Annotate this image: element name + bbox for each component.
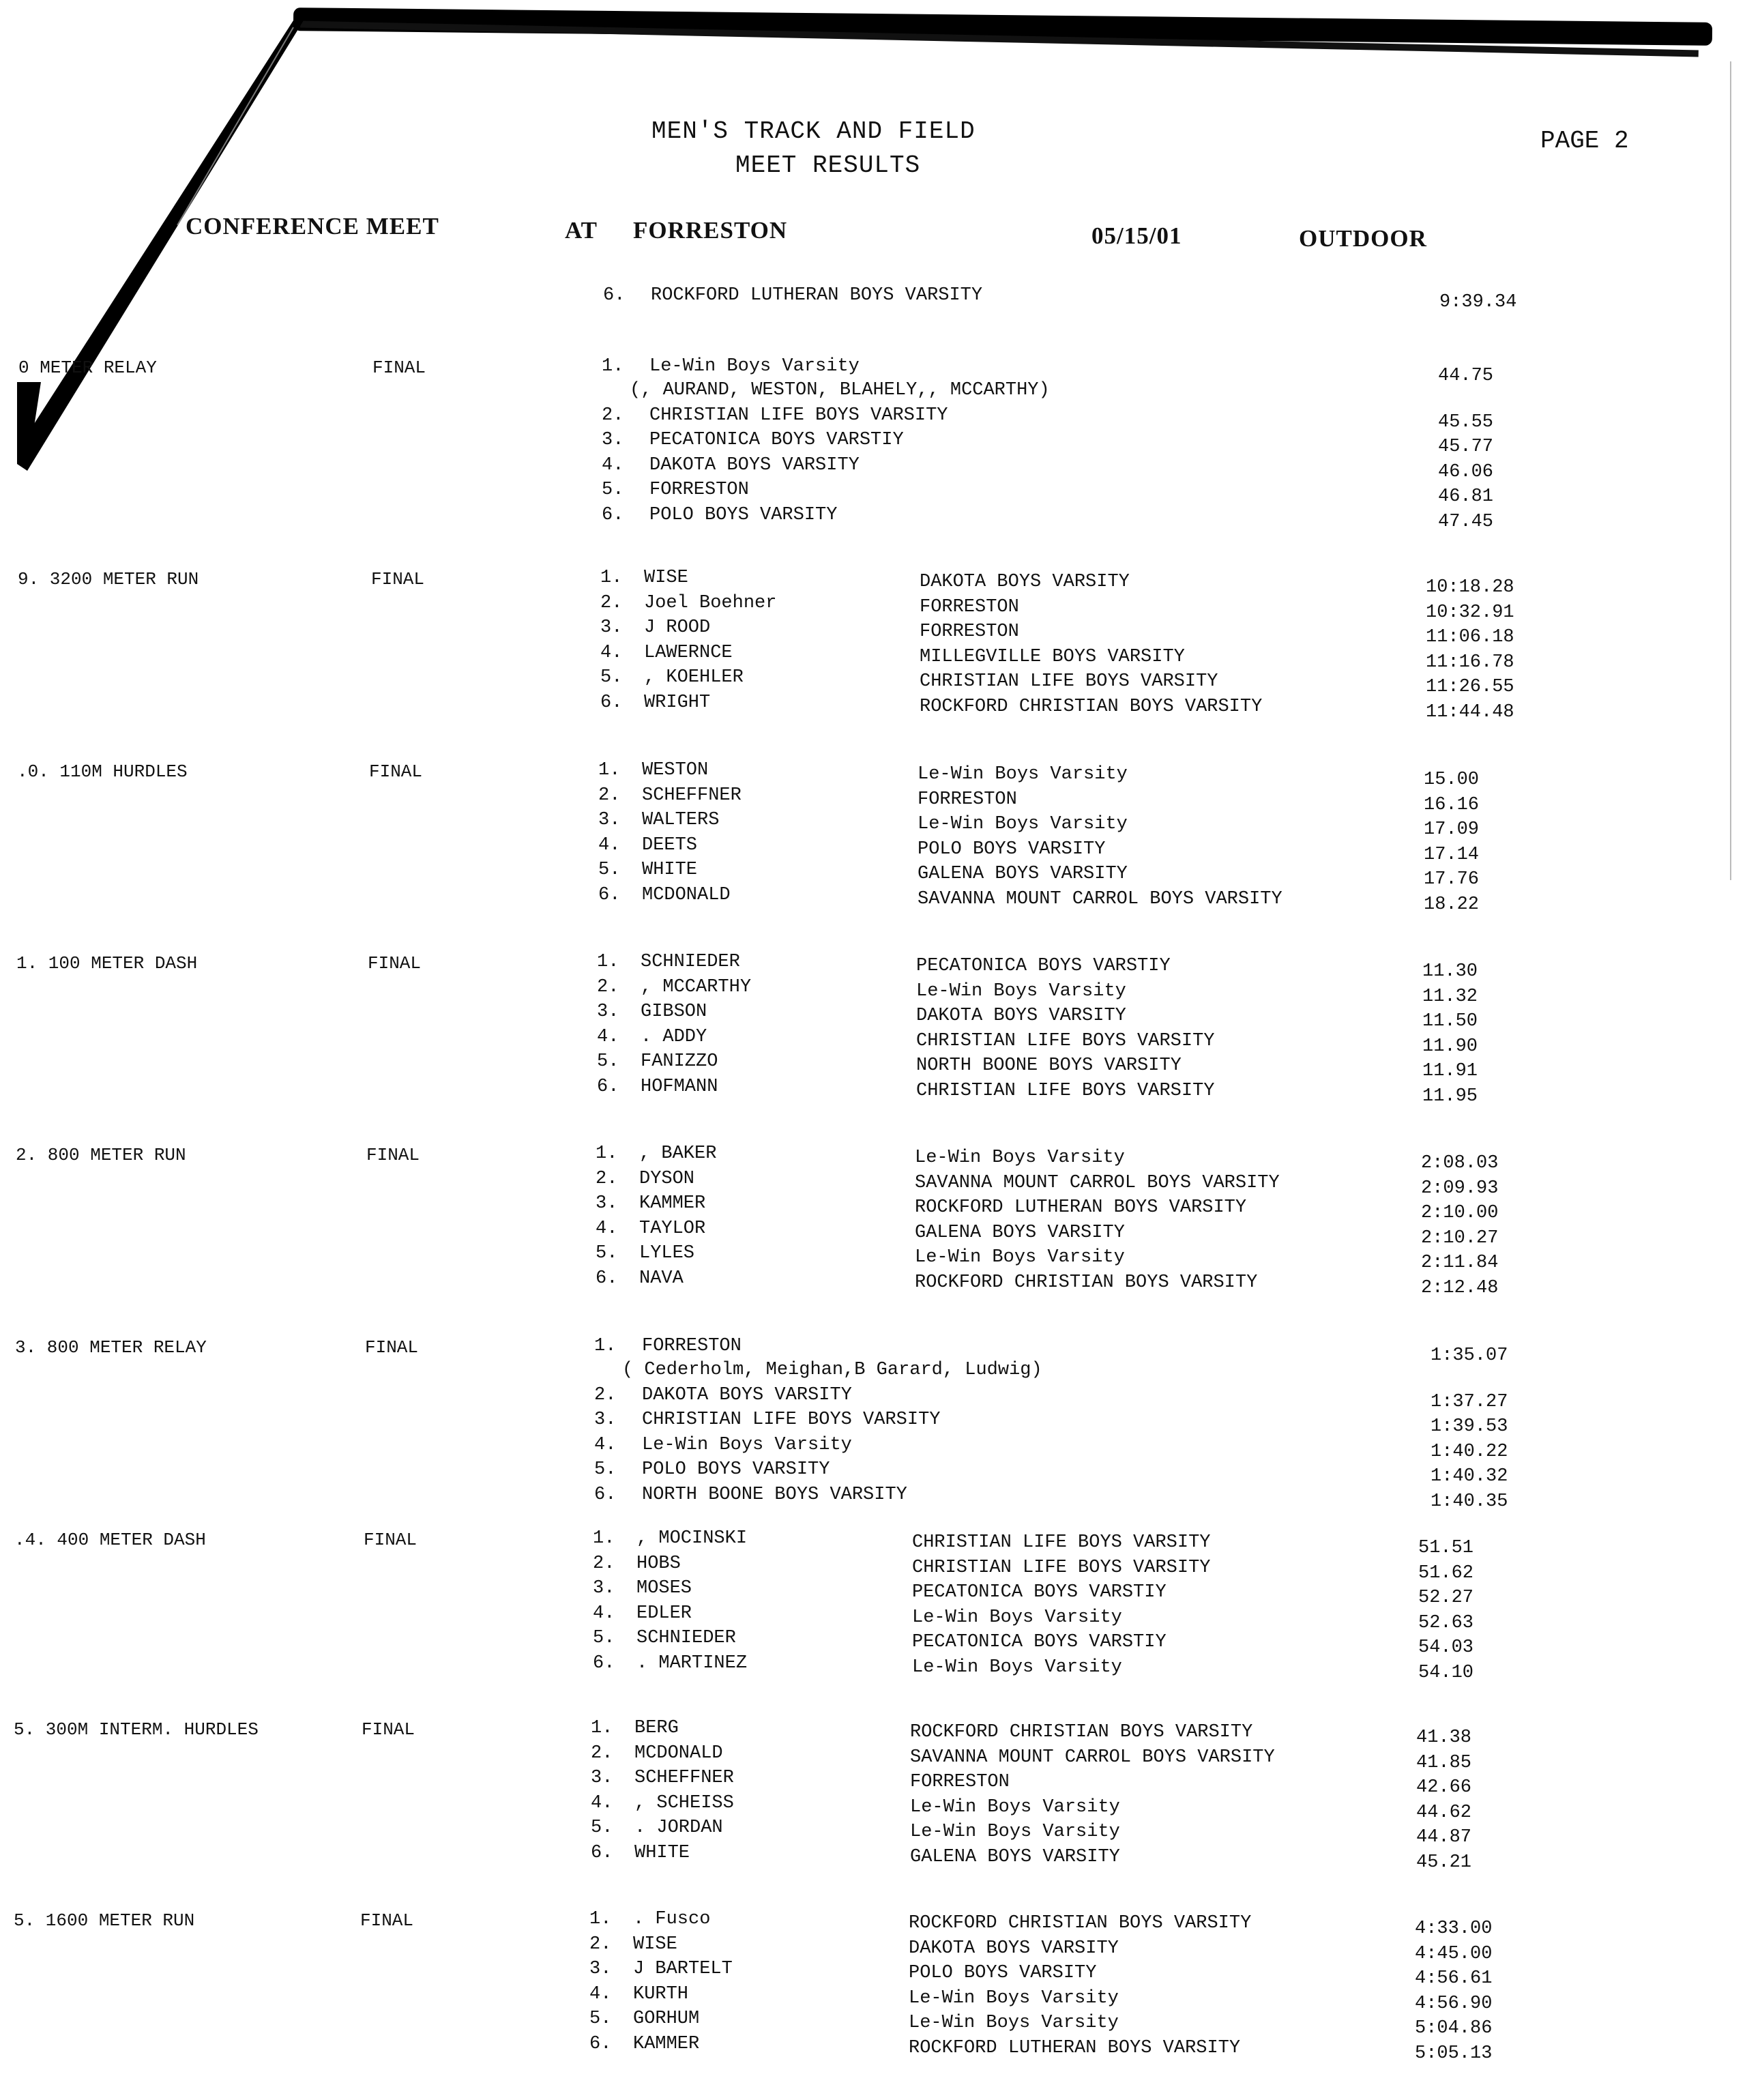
athlete-name: EDLER (636, 1603, 692, 1624)
result-time: 46.81 (1438, 486, 1494, 507)
result-team: POLO BOYS VARSITY (642, 1459, 830, 1480)
event-title: 5. 300M INTERM. HURDLES (14, 1719, 259, 1740)
result-time: 1:37.27 (1431, 1392, 1508, 1412)
athlete-name: NAVA (639, 1268, 684, 1289)
athlete-name: SCHEFFNER (634, 1768, 734, 1788)
result-place: 6. (598, 885, 621, 905)
athlete-name: MCDONALD (634, 1743, 723, 1764)
result-place: 3. (602, 430, 624, 450)
result-time: 11:06.18 (1426, 627, 1514, 647)
result-team: ROCKFORD LUTHERAN BOYS VARSITY (651, 285, 983, 306)
result-team: NORTH BOONE BOYS VARSITY (916, 1055, 1182, 1076)
athlete-name: , BAKER (639, 1143, 717, 1164)
result-team: CHRISTIAN LIFE BOYS VARSITY (649, 405, 948, 426)
result-team: Le-Win Boys Varsity (918, 814, 1128, 834)
result-time: 41.38 (1416, 1727, 1472, 1748)
result-place: 6. (589, 2034, 612, 2054)
result-time: 11:44.48 (1426, 702, 1514, 723)
result-team: CHRISTIAN LIFE BOYS VARSITY (912, 1532, 1211, 1553)
result-place: 3. (593, 1578, 615, 1599)
event-round: FINAL (372, 358, 426, 378)
athlete-name: GIBSON (641, 1002, 707, 1022)
at-label: AT (565, 217, 598, 244)
result-time: 1:35.07 (1431, 1345, 1508, 1366)
result-time: 45.77 (1438, 437, 1494, 457)
athlete-name: WISE (644, 568, 688, 588)
result-place: 5. (593, 1628, 615, 1648)
athlete-name: WHITE (642, 860, 698, 880)
result-time: 2:11.84 (1421, 1253, 1499, 1273)
result-team: POLO BOYS VARSITY (909, 1963, 1097, 1983)
result-team: ROCKFORD CHRISTIAN BOYS VARSITY (915, 1272, 1258, 1293)
result-place: 1. (589, 1909, 612, 1929)
result-place: 1. (594, 1336, 617, 1356)
result-time: 17.76 (1424, 869, 1480, 890)
athlete-name: TAYLOR (639, 1219, 706, 1239)
result-team: FORRESTON (910, 1772, 1010, 1792)
athlete-name: Joel Boehner (644, 593, 777, 613)
athlete-name: WRIGHT (644, 692, 711, 713)
result-time: 2:09.93 (1421, 1178, 1499, 1199)
result-time: 2:10.27 (1421, 1228, 1499, 1249)
result-team: POLO BOYS VARSITY (649, 505, 838, 525)
result-time: 4:56.61 (1415, 1968, 1493, 1989)
result-team: FORRESTON (918, 789, 1017, 810)
result-time: 1:40.22 (1431, 1442, 1508, 1462)
athlete-name: MOSES (636, 1578, 692, 1599)
athlete-name: , MOCINSKI (636, 1528, 748, 1549)
result-team: PECATONICA BOYS VARSTIY (916, 956, 1171, 976)
athlete-name: KAMMER (633, 2034, 700, 2054)
result-team: DAKOTA BOYS VARSITY (920, 572, 1130, 592)
athlete-name: KAMMER (639, 1193, 706, 1214)
result-place: 5. (591, 1818, 613, 1838)
result-place: 6. (591, 1843, 613, 1863)
result-place: 6. (597, 1077, 619, 1097)
result-place: 3. (597, 1002, 619, 1022)
athlete-name: MCDONALD (642, 885, 731, 905)
result-time: 46.06 (1438, 462, 1494, 482)
event-round: FINAL (362, 1719, 415, 1740)
result-place: 1. (600, 568, 623, 588)
result-team: PECATONICA BOYS VARSTIY (912, 1632, 1167, 1652)
result-place: 1. (596, 1143, 618, 1164)
result-place: 2. (598, 785, 621, 806)
result-time: 4:45.00 (1415, 1944, 1493, 1964)
result-place: 1. (598, 760, 621, 781)
result-place: 2. (596, 1169, 618, 1189)
athlete-name: HOBS (636, 1554, 681, 1574)
result-place: 6. (602, 505, 624, 525)
result-team: SAVANNA MOUNT CARROL BOYS VARSITY (910, 1747, 1275, 1768)
event-title: .0. 110M HURDLES (17, 761, 188, 782)
result-time: 5:04.86 (1415, 2018, 1493, 2039)
result-place: 3. (589, 1959, 612, 1979)
report-title: MEN'S TRACK AND FIELD (651, 117, 976, 145)
athlete-name: . ADDY (641, 1027, 707, 1047)
athlete-name: LAWERNCE (644, 643, 733, 663)
result-team: FORRESTON (920, 597, 1019, 617)
result-place: 1. (602, 356, 624, 377)
athlete-name: J ROOD (644, 617, 711, 638)
result-time: 17.14 (1424, 845, 1480, 865)
result-time: 11:16.78 (1426, 652, 1514, 673)
athlete-name: DYSON (639, 1169, 695, 1189)
result-place: 4. (600, 643, 623, 663)
result-time: 10:18.28 (1426, 577, 1514, 598)
athlete-name: KURTH (633, 1984, 689, 2004)
result-team: DAKOTA BOYS VARSITY (916, 1006, 1126, 1026)
result-team: Le-Win Boys Varsity (912, 1657, 1122, 1678)
event-round: FINAL (360, 1910, 414, 1931)
result-place: 4. (602, 455, 624, 476)
result-place: 5. (602, 480, 624, 500)
result-time: 4:33.00 (1415, 1919, 1493, 1939)
result-time: 10:32.91 (1426, 602, 1514, 623)
result-time: 54.03 (1418, 1637, 1474, 1658)
result-team: ROCKFORD LUTHERAN BOYS VARSITY (915, 1197, 1247, 1218)
result-team: Le-Win Boys Varsity (642, 1435, 852, 1455)
result-team: NORTH BOONE BOYS VARSITY (642, 1485, 907, 1505)
result-time: 11.50 (1422, 1011, 1478, 1032)
result-team: GALENA BOYS VARSITY (918, 864, 1128, 884)
result-place: 5. (597, 1051, 619, 1072)
athlete-name: , KOEHLER (644, 667, 744, 688)
result-team: CHRISTIAN LIFE BOYS VARSITY (920, 671, 1218, 692)
meet-venue: OUTDOOR (1299, 225, 1427, 252)
result-place: 6. (594, 1485, 617, 1505)
event-round: FINAL (365, 1337, 419, 1358)
result-time: 4:56.90 (1415, 1994, 1493, 2014)
result-place: 5. (598, 860, 621, 880)
result-time: 42.66 (1416, 1777, 1472, 1798)
result-place: 4. (593, 1603, 615, 1624)
result-place: 5. (589, 2009, 612, 2029)
athlete-name: LYLES (639, 1243, 695, 1264)
athlete-name: SCHEFFNER (642, 785, 742, 806)
result-time: 2:08.03 (1421, 1153, 1499, 1173)
result-place: 1. (593, 1528, 615, 1549)
result-place: 5. (596, 1243, 618, 1264)
result-time: 2:10.00 (1421, 1203, 1499, 1223)
event-title: 3. 800 METER RELAY (15, 1337, 207, 1358)
result-team: SAVANNA MOUNT CARROL BOYS VARSITY (918, 889, 1282, 909)
athlete-name: . Fusco (633, 1909, 711, 1929)
result-team: FORRESTON (649, 480, 749, 500)
result-time: 54.10 (1418, 1663, 1474, 1683)
athlete-name: SCHNIEDER (636, 1628, 736, 1648)
result-team: Le-Win Boys Varsity (918, 764, 1128, 785)
result-place: 6. (596, 1268, 618, 1289)
event-title: 0 METER RELAY (18, 358, 157, 378)
result-time: 45.55 (1438, 412, 1494, 433)
result-team: GALENA BOYS VARSITY (915, 1223, 1125, 1243)
meet-date: 05/15/01 (1091, 222, 1182, 249)
result-team: ROCKFORD CHRISTIAN BOYS VARSITY (909, 1913, 1252, 1934)
result-team: FORRESTON (920, 622, 1019, 642)
result-time: 17.09 (1424, 819, 1480, 840)
athlete-name: . MARTINEZ (636, 1653, 748, 1674)
result-team: Le-Win Boys Varsity (916, 981, 1126, 1002)
result-place: 3. (591, 1768, 613, 1788)
relay-members: ( Cederholm, Meighan,B Garard, Ludwig) (622, 1360, 1042, 1380)
event-round: FINAL (366, 1145, 420, 1165)
result-time: 51.62 (1418, 1563, 1474, 1584)
result-team: Le-Win Boys Varsity (910, 1797, 1120, 1818)
athlete-name: DEETS (642, 835, 698, 856)
event-round: FINAL (369, 761, 423, 782)
athlete-name: WHITE (634, 1843, 690, 1863)
result-team: ROCKFORD CHRISTIAN BOYS VARSITY (910, 1722, 1253, 1742)
result-team: DAKOTA BOYS VARSITY (649, 455, 860, 476)
result-time: 1:39.53 (1431, 1416, 1508, 1437)
result-place: 3. (598, 810, 621, 830)
result-place: 4. (591, 1793, 613, 1813)
result-time: 11.95 (1422, 1086, 1478, 1107)
result-time: 41.85 (1416, 1753, 1472, 1773)
result-place: 3. (600, 617, 623, 638)
relay-members: (, AURAND, WESTON, BLAHELY,, MCCARTHY) (630, 380, 1050, 400)
athlete-name: HOFMANN (641, 1077, 718, 1097)
result-team: POLO BOYS VARSITY (918, 839, 1106, 860)
result-time: 44.62 (1416, 1803, 1472, 1823)
athlete-name: , MCCARTHY (641, 977, 752, 997)
result-place: 2. (589, 1934, 612, 1955)
result-team: CHRISTIAN LIFE BOYS VARSITY (912, 1558, 1211, 1578)
athlete-name: FANIZZO (641, 1051, 718, 1072)
result-time: 44.87 (1416, 1827, 1472, 1848)
athlete-name: . JORDAN (634, 1818, 723, 1838)
result-place: 1. (597, 952, 619, 972)
result-team: PECATONICA BOYS VARSTIY (649, 430, 904, 450)
event-round: FINAL (364, 1530, 417, 1550)
result-time: 52.27 (1418, 1588, 1474, 1608)
event-round: FINAL (368, 953, 422, 974)
result-team: FORRESTON (642, 1336, 742, 1356)
report-subtitle: MEET RESULTS (735, 151, 921, 179)
result-place: 6. (603, 285, 626, 306)
event-title: 1. 100 METER DASH (16, 953, 198, 974)
result-time: 2:12.48 (1421, 1278, 1499, 1298)
result-time: 11:26.55 (1426, 677, 1514, 697)
result-place: 2. (600, 593, 623, 613)
result-time: 11.32 (1422, 987, 1478, 1007)
scan-edge-right (1730, 61, 1731, 880)
result-place: 2. (591, 1743, 613, 1764)
result-place: 4. (589, 1984, 612, 2004)
athlete-name: J BARTELT (633, 1959, 733, 1979)
event-title: .4. 400 METER DASH (14, 1530, 206, 1550)
result-time: 44.75 (1438, 366, 1494, 386)
result-place: 2. (593, 1554, 615, 1574)
meet-location: FORRESTON (633, 217, 788, 244)
result-team: Le-Win Boys Varsity (912, 1607, 1122, 1628)
result-team: SAVANNA MOUNT CARROL BOYS VARSITY (915, 1173, 1280, 1193)
result-time: 15.00 (1424, 770, 1480, 790)
event-title: 2. 800 METER RUN (16, 1145, 186, 1165)
result-place: 3. (596, 1193, 618, 1214)
result-place: 6. (600, 692, 623, 713)
result-team: Le-Win Boys Varsity (909, 2013, 1119, 2033)
athlete-name: WALTERS (642, 810, 720, 830)
result-team: CHRISTIAN LIFE BOYS VARSITY (642, 1410, 941, 1430)
athlete-name: , SCHEISS (634, 1793, 734, 1813)
result-team: ROCKFORD CHRISTIAN BOYS VARSITY (920, 697, 1263, 717)
result-time: 11.90 (1422, 1036, 1478, 1057)
meet-name: CONFERENCE MEET (186, 213, 439, 239)
result-place: 4. (597, 1027, 619, 1047)
result-time: 1:40.35 (1431, 1491, 1508, 1512)
athlete-name: GORHUM (633, 2009, 700, 2029)
result-time: 9:39.34 (1439, 292, 1517, 312)
athlete-name: SCHNIEDER (641, 952, 740, 972)
event-title: 9. 3200 METER RUN (18, 569, 199, 589)
result-team: DAKOTA BOYS VARSITY (909, 1938, 1119, 1959)
result-time: 47.45 (1438, 512, 1494, 532)
result-time: 11.91 (1422, 1061, 1478, 1081)
result-team: MILLEGVILLE BOYS VARSITY (920, 647, 1185, 667)
result-time: 1:40.32 (1431, 1466, 1508, 1487)
result-time: 16.16 (1424, 795, 1480, 815)
result-team: GALENA BOYS VARSITY (910, 1847, 1120, 1867)
result-place: 3. (594, 1410, 617, 1430)
result-time: 18.22 (1424, 894, 1480, 915)
result-place: 4. (596, 1219, 618, 1239)
event-title: 5. 1600 METER RUN (14, 1910, 195, 1931)
result-place: 4. (598, 835, 621, 856)
result-team: ROCKFORD LUTHERAN BOYS VARSITY (909, 2038, 1241, 2058)
event-round: FINAL (371, 569, 425, 589)
result-time: 5:05.13 (1415, 2043, 1493, 2064)
result-team: PECATONICA BOYS VARSTIY (912, 1582, 1167, 1603)
result-time: 51.51 (1418, 1538, 1474, 1558)
athlete-name: WESTON (642, 760, 709, 781)
result-team: Le-Win Boys Varsity (915, 1148, 1125, 1168)
result-team: Le-Win Boys Varsity (910, 1822, 1120, 1842)
result-team: CHRISTIAN LIFE BOYS VARSITY (916, 1031, 1215, 1051)
result-time: 45.21 (1416, 1852, 1472, 1873)
result-place: 2. (594, 1385, 617, 1405)
result-place: 4. (594, 1435, 617, 1455)
result-team: Le-Win Boys Varsity (649, 356, 860, 377)
result-place: 6. (593, 1653, 615, 1674)
result-place: 5. (594, 1459, 617, 1480)
page-number: PAGE 2 (1540, 127, 1629, 155)
result-place: 5. (600, 667, 623, 688)
result-team: DAKOTA BOYS VARSITY (642, 1385, 852, 1405)
result-team: Le-Win Boys Varsity (909, 1988, 1119, 2009)
result-time: 52.63 (1418, 1613, 1474, 1633)
result-place: 2. (597, 977, 619, 997)
result-team: Le-Win Boys Varsity (915, 1247, 1125, 1268)
athlete-name: BERG (634, 1718, 679, 1738)
result-place: 1. (591, 1718, 613, 1738)
result-place: 2. (602, 405, 624, 426)
result-time: 11.30 (1422, 961, 1478, 982)
result-team: CHRISTIAN LIFE BOYS VARSITY (916, 1081, 1215, 1101)
athlete-name: WISE (633, 1934, 677, 1955)
